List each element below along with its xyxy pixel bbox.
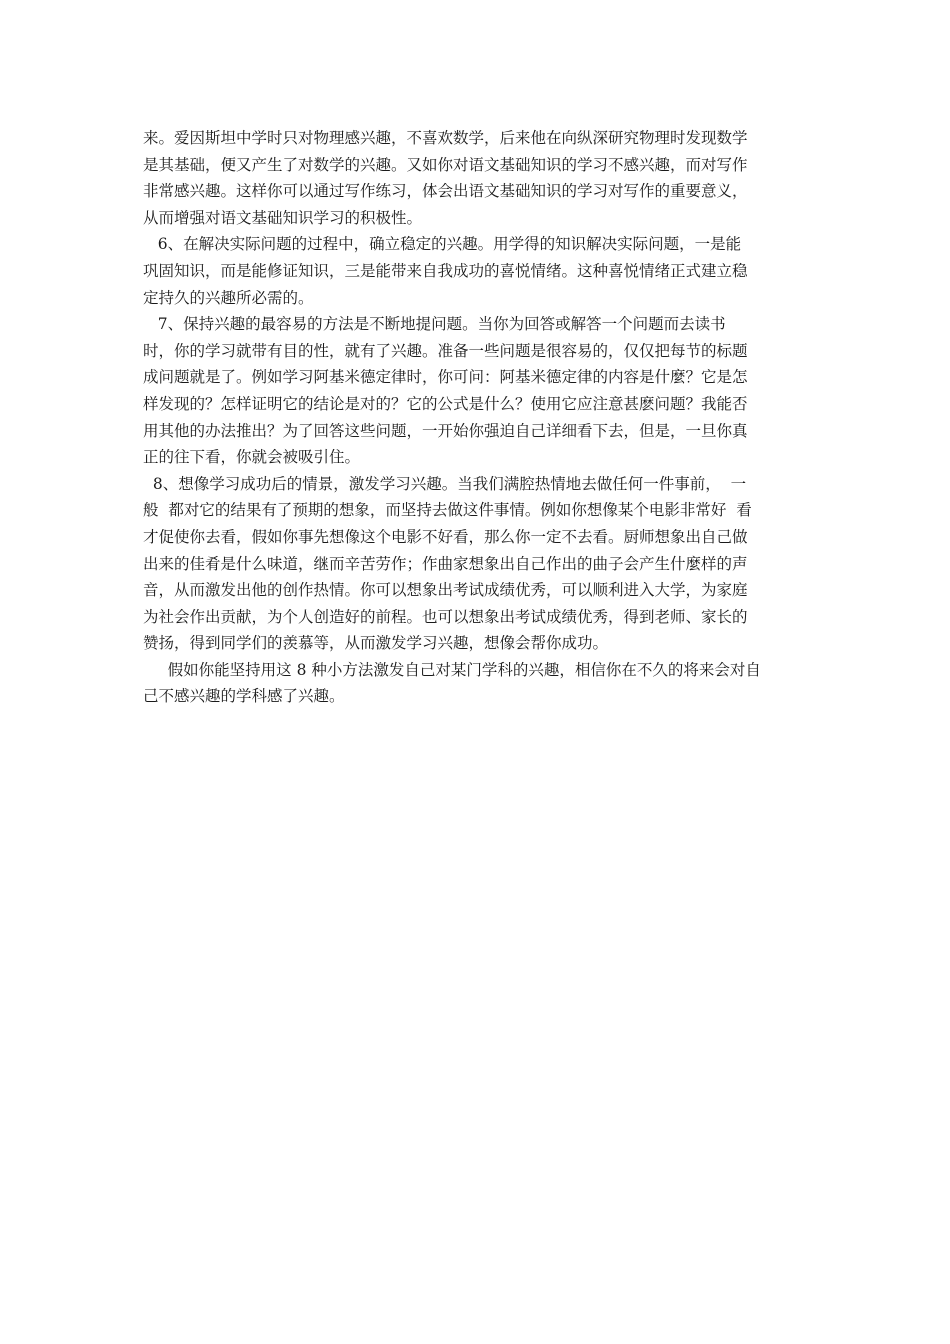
text-line: 出来的佳肴是什么味道，继而辛苦劳作；作曲家想象出自己作出的曲子会产生什麼样的声 [143,554,748,573]
text-line: 己不感兴趣的学科感了兴趣。 [143,687,345,706]
text-line: 正的往下看，你就会被吸引住。 [143,448,361,467]
text-line: 为社会作出贡献，为个人创造好的前程。也可以想象出考试成绩优秀，得到老师、家长的 [143,607,748,626]
text-line: 从而增强对语文基础知识学习的积极性。 [143,208,423,227]
text-line: 才促使你去看，假如你事先想像这个电影不好看，那么你一定不去看。厨师想象出自己做 [143,527,748,546]
text-line: 定持久的兴趣所必需的。 [143,288,314,307]
text-line: 6、在解决实际问题的过程中，确立稳定的兴趣。用学得的知识解决实际问题，一是能 [143,235,742,254]
text-line: 巩固知识，而是能修证知识，三是能带来自我成功的喜悦情绪。这种喜悦情绪正式建立稳 [143,261,748,280]
text-line: 成问题就是了。例如学习阿基米德定律时，你可问：阿基米德定律的内容是什麼？它是怎 [143,368,748,387]
text-line: 7、保持兴趣的最容易的方法是不断地提问题。当你为回答或解答一个问题而去读书 [143,315,726,334]
text-line: 假如你能坚持用这 8 种小方法激发自己对某门学科的兴趣，相信你在不久的将来会对自 [143,660,761,679]
text-line: 时，你的学习就带有目的性，就有了兴趣。准备一些问题是很容易的，仅仅把每节的标题 [143,341,748,360]
text-line: 赞扬，得到同学们的羡慕等，从而激发学习兴趣，想像会帮你成功。 [143,634,609,653]
text-line: 样发现的？怎样证明它的结论是对的？它的公式是什么？使用它应注意甚麽问题？我能否 [143,394,748,413]
text-line: 8、想像学习成功后的情景，激发学习兴趣。当我们满腔热情地去做任何一件事前， 一 [143,474,747,493]
text-line: 般 都对它的结果有了预期的想象，而坚持去做这件事情。例如你想像某个电影非常好 看 [143,501,752,520]
body-text [143,125,807,710]
text-line: 用其他的办法推出？为了回答这些问题，一开始你强迫自己详细看下去，但是，一旦你真 [143,421,748,440]
text-line: 来。爱因斯坦中学时只对物理感兴趣，不喜欢数学，后来他在向纵深研究物理时发现数学 [143,129,748,147]
text-line: 是其基础，便又产生了对数学的兴趣。又如你对语文基础知识的学习不感兴趣，而对写作 [143,155,748,174]
text-line: 非常感兴趣。这样你可以通过写作练习，体会出语文基础知识的学习对写作的重要意义， [143,182,748,201]
text-line: 音，从而激发出他的创作热情。你可以想象出考试成绩优秀，可以顺利进入大学，为家庭 [143,581,748,600]
